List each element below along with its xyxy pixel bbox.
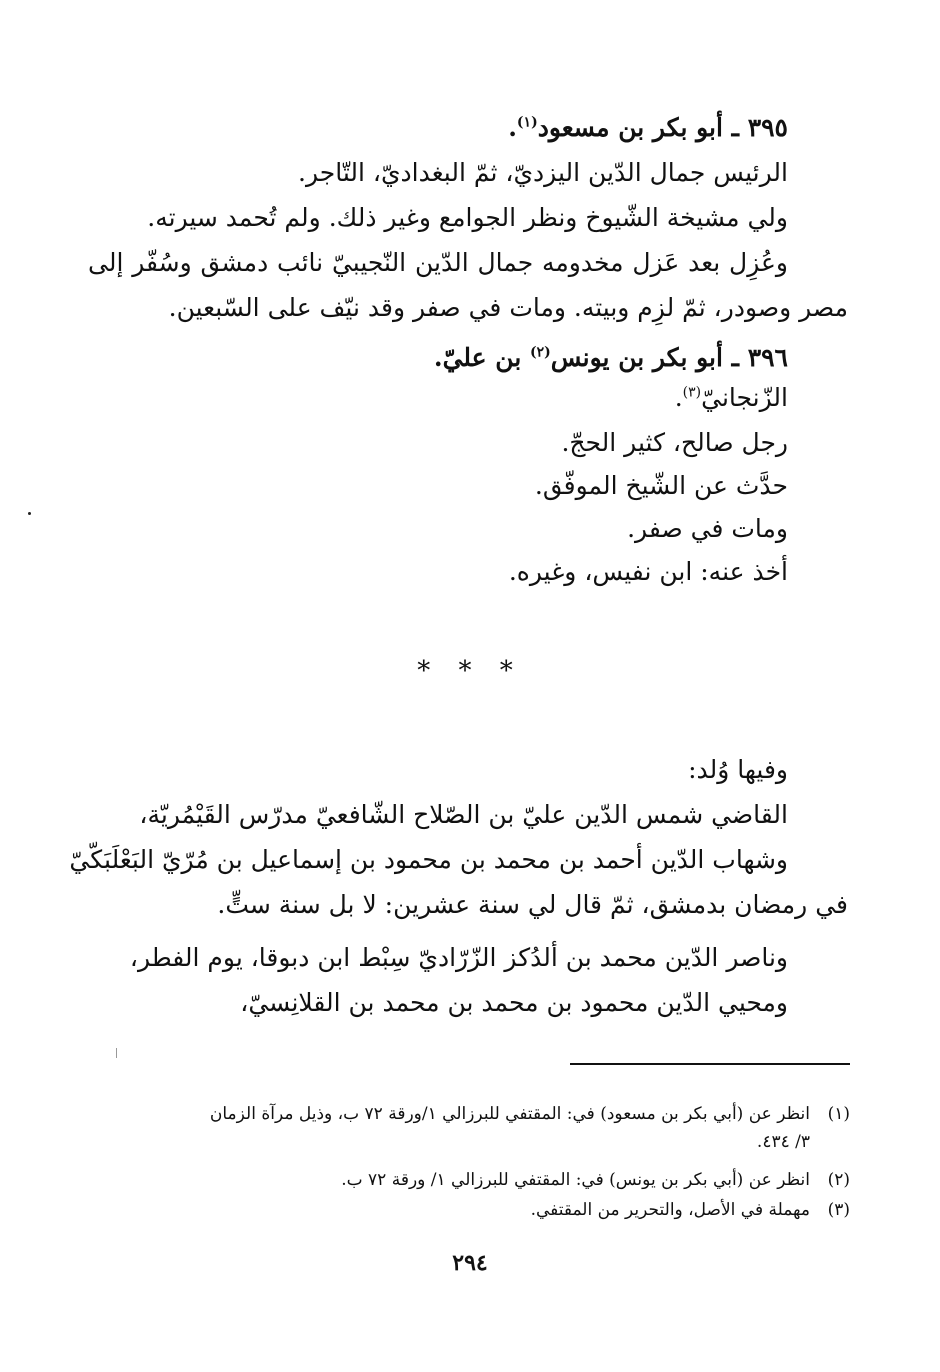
footnote-3 <box>531 1196 850 1224</box>
entry-395-heading-end: . <box>508 113 517 142</box>
entry-396-nisba <box>675 380 788 416</box>
entry-395-line-4: مصر وصودر، ثمّ لزِم وبيته. ومات في صفر وقد نيّف على السّبعين. <box>168 293 848 322</box>
entry-396-nisba-end: . <box>674 383 683 412</box>
entry-396-line-4: أخذ عنه: ابن نفيس، وغيره. <box>508 557 788 586</box>
page-number: ٢٩٤ <box>452 1250 488 1276</box>
footnote-rule <box>570 1063 850 1065</box>
entry-395-line-3: وعُزِل بعد عَزل مخدومه جمال الدّين النّجيبيّ نائب دمشق وسُفّر إلى <box>88 248 788 277</box>
footnote-ref-1: (١) <box>516 114 538 131</box>
margin-dot <box>28 512 31 515</box>
entry-395-line-1: الرئيس جمال الدّين اليزديّ، ثمّ البغداديّ، التّاجر. <box>298 158 788 187</box>
births-line-4: وناصر الدّين محمد بن ألدُكز الزّرّاديّ سِبْط ابن دبوقا، يوم الفطر، <box>129 943 788 972</box>
margin-mark <box>116 1048 117 1058</box>
footnote-2-number: (٢) <box>827 1170 850 1190</box>
births-line-3: في رمضان بدمشق، ثمّ قال لي سنة عشرين: لا بل سنة ستٍّ. <box>217 890 848 919</box>
footnote-2 <box>341 1166 850 1194</box>
footnote-ref-3: (٣) <box>682 384 702 401</box>
entry-396-line-2: حدَّث عن الشّيخ الموفّق. <box>534 471 788 500</box>
footnote-3-text: مهملة في الأصل، والتحرير من المقتفي. <box>530 1200 810 1220</box>
entry-396-line-3: ومات في صفر. <box>627 514 788 543</box>
births-line-1: القاضي شمس الدّين عليّ بن الصّلاح الشّافعيّ مدرّس القَيْمُريّة، <box>139 800 788 829</box>
births-intro: وفيها وُلد: <box>688 755 788 784</box>
entry-395-line-2: ولي مشيخة الشّيوخ ونظر الجوامع وغير ذلك. ولم تُحمد سيرته. <box>147 203 788 232</box>
entry-396-nisba-text: الزّنجانيّ <box>701 383 788 412</box>
entry-395-heading-text: ٣٩٥ ـ أبو بكر بن مسعود <box>537 113 788 142</box>
footnote-1 <box>210 1100 850 1128</box>
footnote-3-number: (٣) <box>827 1200 850 1220</box>
entry-396-heading <box>434 340 788 376</box>
footnote-1-text: انظر عن (أبي بكر بن مسعود) في: المقتفي للبرزالي ١/ورقة ٧٢ ب، وذيل مرآة الزمان <box>209 1104 810 1124</box>
footnote-1-number: (١) <box>827 1104 850 1124</box>
section-separator: * * * <box>417 656 523 686</box>
footnote-2-text: انظر عن (أبي بكر بن يونس) في: المقتفي للبرزالي ١/ ورقة ٧٢ ب. <box>341 1170 810 1190</box>
footnote-ref-2: (٢) <box>530 344 551 361</box>
births-line-2: وشهاب الدّين أحمد بن محمد بن محمود بن إسماعيل بن مُرّيّ البَعْلَبَكّيّ <box>69 845 788 874</box>
footnote-1-continuation: ٣/ ٤٣٤. <box>756 1132 810 1152</box>
entry-396-heading-text: ٣٩٦ ـ أبو بكر بن يونس <box>550 343 788 372</box>
entry-396-line-1: رجل صالح، كثير الحجّ. <box>561 428 788 457</box>
entry-395-heading <box>508 110 788 146</box>
entry-396-heading-end: بن عليّ. <box>433 343 530 372</box>
births-line-5: ومحيي الدّين محمود بن محمد بن محمد بن القلانِسيّ، <box>240 988 788 1017</box>
